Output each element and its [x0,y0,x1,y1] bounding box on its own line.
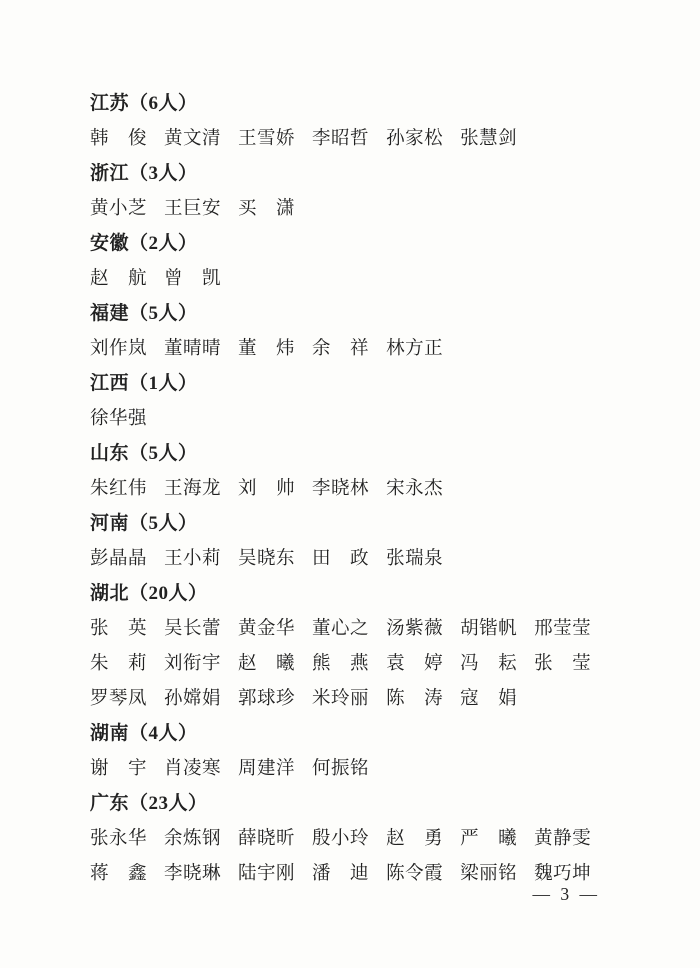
names-row [90,539,650,574]
person-name: 李昭哲 [312,128,370,149]
names-row [90,679,650,714]
person-name: 陈 涛 [386,688,444,709]
person-name: 张慧剑 [460,128,518,149]
person-name: 赵 曦 [238,653,296,674]
person-name: 董心之 [312,618,370,639]
person-name: 余 祥 [312,338,370,359]
province-header-湖北: 湖北（20人） [90,583,208,604]
person-name: 冯 耘 [460,653,518,674]
person-name: 韩 俊 [90,128,148,149]
names-row [90,644,650,679]
person-name: 曾 凯 [164,268,222,289]
person-name: 买 潇 [238,198,296,219]
person-name: 王小莉 [164,548,222,569]
person-name: 朱 莉 [90,653,148,674]
province-header-浙江: 浙江（3人） [90,163,198,184]
person-name: 董晴晴 [164,338,222,359]
person-name: 赵 航 [90,268,148,289]
person-name: 徐华强 [90,408,148,429]
province-header-江西: 江西（1人） [90,373,198,394]
person-name: 王雪娇 [238,128,296,149]
person-name: 胡锴帆 [460,618,518,639]
person-name: 李晓琳 [164,863,222,884]
person-name: 何振铭 [312,758,370,779]
person-name: 黄文清 [164,128,222,149]
person-name: 谢 宇 [90,758,148,779]
person-name: 彭晶晶 [90,548,148,569]
person-name: 张永华 [90,828,148,849]
person-name: 罗琴凤 [90,688,148,709]
person-name: 吴长蕾 [164,618,222,639]
names-row [90,609,650,644]
person-name: 周建洋 [238,758,296,779]
person-name: 殷小玲 [312,828,370,849]
person-name: 王巨安 [164,198,222,219]
person-name: 黄静雯 [534,828,592,849]
names-row [90,259,650,294]
province-header-山东: 山东（5人） [90,443,198,464]
person-name: 米玲丽 [312,688,370,709]
person-name: 王海龙 [164,478,222,499]
person-name: 余炼钢 [164,828,222,849]
person-name: 刘 帅 [238,478,296,499]
person-name: 刘衔宇 [164,653,222,674]
person-name: 梁丽铭 [460,863,518,884]
person-name: 郭球珍 [238,688,296,709]
person-name: 陈令霞 [386,863,444,884]
person-name: 蒋 鑫 [90,863,148,884]
person-name: 薛晓昕 [238,828,296,849]
person-name: 严 曦 [460,828,518,849]
person-name: 董 炜 [238,338,296,359]
names-row [90,749,650,784]
province-header-广东: 广东（23人） [90,793,208,814]
person-name: 孙家松 [386,128,444,149]
names-row [90,819,650,854]
person-name: 张 莹 [534,653,592,674]
province-header-湖南: 湖南（4人） [90,723,198,744]
page-number: — 3 — [532,884,600,904]
person-name: 张瑞泉 [386,548,444,569]
person-name: 寇 娟 [460,688,518,709]
person-name: 汤紫薇 [386,618,444,639]
person-name: 肖凌寒 [164,758,222,779]
names-row [90,329,650,364]
names-row [90,399,650,434]
person-name: 陆宇刚 [238,863,296,884]
person-name: 潘 迪 [312,863,370,884]
person-name: 熊 燕 [312,653,370,674]
person-name: 林方正 [386,338,444,359]
person-name: 张 英 [90,618,148,639]
person-name: 田 政 [312,548,370,569]
person-name: 宋永杰 [386,478,444,499]
person-name: 李晓林 [312,478,370,499]
person-name: 赵 勇 [386,828,444,849]
person-name: 孙嫦娟 [164,688,222,709]
province-header-福建: 福建（5人） [90,303,198,324]
province-header-江苏: 江苏（6人） [90,93,198,114]
names-row [90,119,650,154]
names-row [90,469,650,504]
province-header-河南: 河南（5人） [90,513,198,534]
province-header-安徽: 安徽（2人） [90,233,198,254]
names-row [90,189,650,224]
person-name: 刘作岚 [90,338,148,359]
person-name: 黄金华 [238,618,296,639]
person-name: 袁 婷 [386,653,444,674]
person-name: 朱红伟 [90,478,148,499]
person-name: 吴晓东 [238,548,296,569]
person-name: 邢莹莹 [534,618,592,639]
person-name: 魏巧坤 [534,863,592,884]
document-body [90,84,650,889]
person-name: 黄小芝 [90,198,148,219]
